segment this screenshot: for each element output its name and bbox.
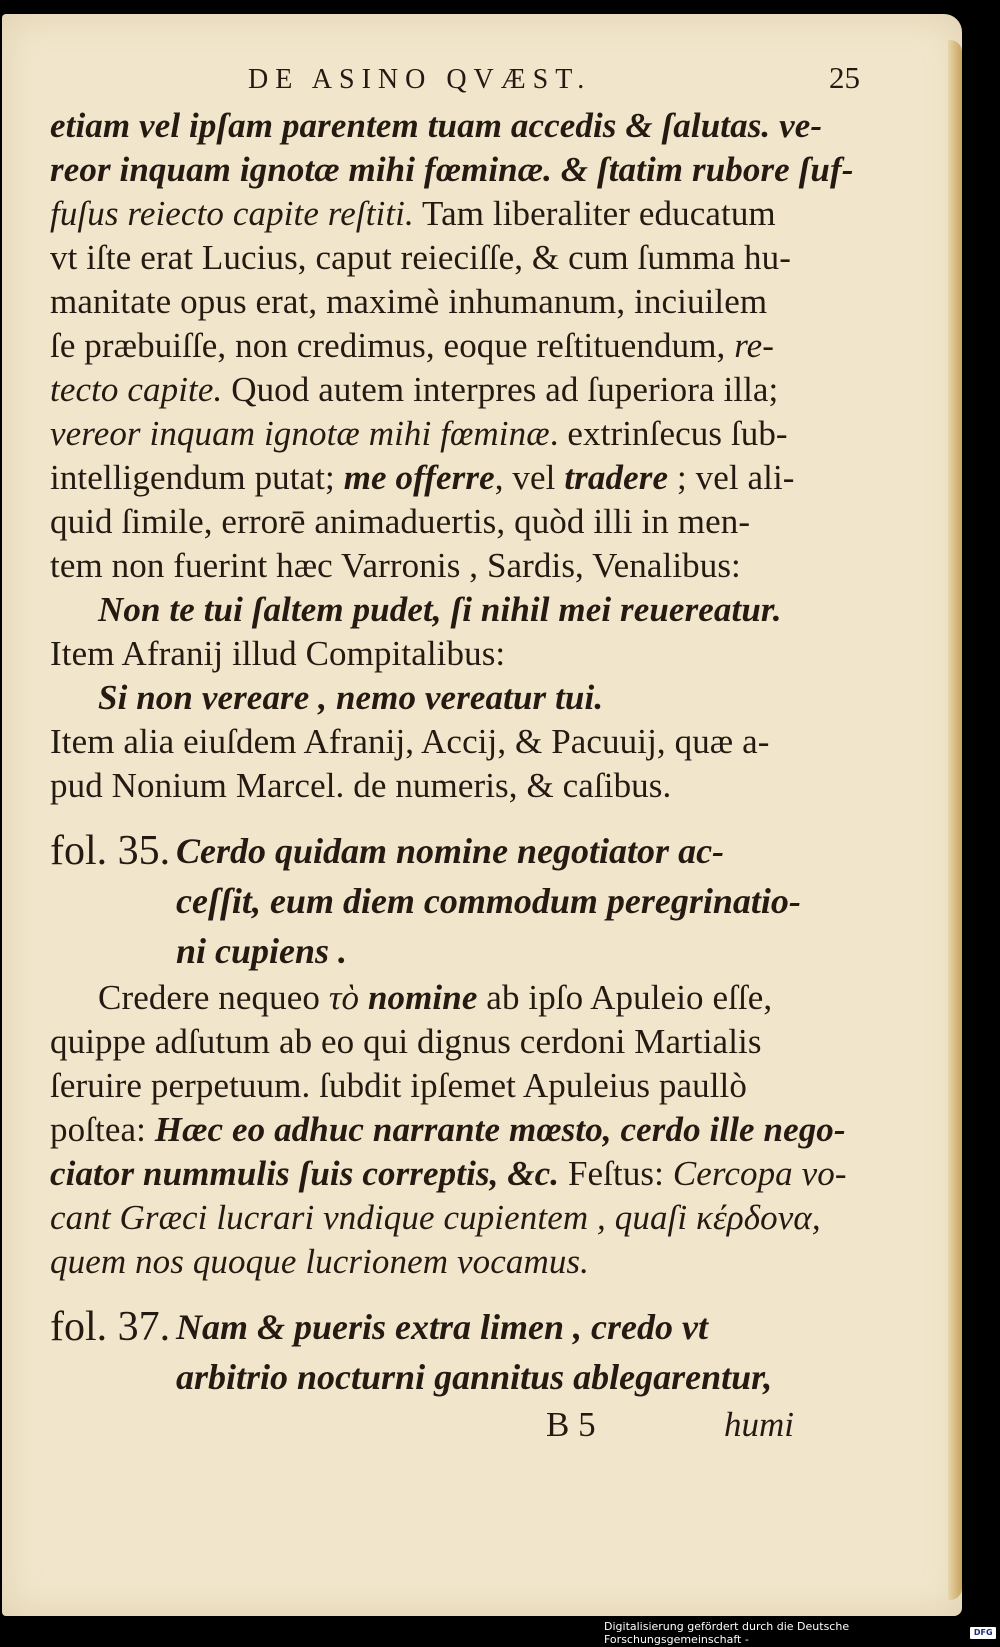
roman-text: ſeruire perpetuum. ſubdit ipſemet Apuleius paullò [50,1066,747,1105]
emphasized-text: tradere [564,458,669,497]
emphasized-text: etiam vel ipſam parentem tuam accedis & ſalutas. ve- [50,106,823,145]
emphasized-text: nomine [367,978,478,1017]
emphasized-text: τὸ [328,978,360,1017]
roman-text: vt iſte erat Lucius, caput reieciſſe, & cum ſumma hu- [50,238,792,277]
emphasized-text: cant Græci lucrari vndique cupientem , quaſi κέρδονα, [50,1198,821,1237]
verse-quote: Si non vereare , nemo vereatur tui. [98,678,604,717]
lemma-line: Nam & pueris extra limen , credo vt [176,1307,708,1347]
text-line [50,1064,860,1108]
roman-text [359,978,368,1017]
roman-text: ; vel ali- [668,458,795,497]
text-line [50,544,860,588]
text-line [50,324,860,368]
roman-text: manitate opus erat, maximè inhumanum, inciuilem [50,282,768,321]
roman-text: intelligendum putat; [50,458,344,497]
footer-credit [604,1620,996,1646]
lemma-line: ni cupiens . [176,931,348,971]
page-edge [948,40,962,1600]
text-line [50,236,860,280]
text-line [50,192,860,236]
text-line [50,148,860,192]
roman-text: quippe adſutum ab eo qui dignus cerdoni Martialis [50,1022,762,1061]
dfg-logo: DFG [970,1627,996,1639]
emphasized-text: ciator nummulis ſuis correptis, &c. [50,1154,560,1193]
roman-text: poſtea: [50,1110,155,1149]
roman-text: , vel [494,458,565,497]
folio-lemma [176,826,801,976]
emphasized-text: re- [734,326,775,365]
emphasized-text: vereor inquam ignotæ mihi fœminæ [50,414,550,453]
text-line [50,412,860,456]
folio-entry-35 [50,826,860,976]
text-line [50,368,860,412]
folio-label: fol. 35. [50,828,171,874]
text-line [50,1196,860,1240]
credit-text: Digitalisierung gefördert durch die Deutsche Forschungsgemeinschaft - [604,1620,850,1646]
page-number: 25 [829,60,860,95]
roman-text: Credere nequeo [98,978,329,1017]
citation-line: Item alia eiuſdem Afranij, Accij, & Pacuuij, quæ a- [50,722,770,761]
text-line [50,1152,860,1196]
folio-label: fol. 37. [50,1304,171,1350]
signature-line [50,1402,860,1448]
lemma-line: Cerdo quidam nomine negotiator ac- [176,831,725,871]
running-header [50,60,860,104]
emphasized-text: fuſus reiecto capite reſtiti. [50,194,414,233]
roman-text: quid ſimile, errorē animaduertis, quòd illi in men- [50,502,751,541]
roman-text: ſe præbuiſſe, non credimus, eoque reſtituendum, [50,326,735,365]
text-line [50,976,860,1020]
text-line [50,280,860,324]
passage-1 [50,104,860,588]
folio-entry-37 [50,1302,860,1402]
spacer [50,808,860,826]
roman-text: Tam liberaliter educatum [413,194,776,233]
roman-text: ab ipſo Apuleio eſſe, [477,978,773,1017]
emphasized-text: reor inquam ignotæ mihi fœminæ. & ſtatim rubore ſuf- [50,150,854,189]
signature-mark: B 5 [546,1405,596,1444]
emphasized-text: Cercopa vo- [672,1154,847,1193]
emphasized-text: tecto capite. [50,370,223,409]
roman-text: tem non fuerint hæc Varronis , Sardis, Venalibus: [50,546,741,585]
roman-text: Quod autem interpres ad ſuperiora illa; [222,370,779,409]
folio-lemma [176,1302,772,1402]
text-line [50,1240,860,1284]
text-line [50,104,860,148]
lemma-line: arbitrio nocturni gannitus ablegarentur, [176,1357,773,1397]
verse-quote: Non te tui ſaltem pudet, ſi nihil mei reuereatur. [98,590,782,629]
passage-2 [50,976,860,1284]
emphasized-text: quem nos quoque lucrionem vocamus. [50,1242,589,1281]
spacer [50,1284,860,1302]
text-line [50,1108,860,1152]
running-title: DE ASINO QVÆST. [248,64,592,95]
text-line [50,456,860,500]
emphasized-text: Hæc eo adhuc narrante mœsto, cerdo ille nego- [154,1110,846,1149]
page-text [50,60,860,1448]
lemma-line: ceſſit, eum diem commodum peregrinatio- [176,881,801,921]
citation-line: Item Afranij illud Compitalibus: [50,634,506,673]
roman-text: Feſtus: [559,1154,673,1193]
citation-line: pud Nonium Marcel. de numeris, & caſibus. [50,766,672,805]
text-line [50,500,860,544]
roman-text: . extrinſecus ſub- [549,414,788,453]
emphasized-text: me offerre [343,458,495,497]
text-line [50,1020,860,1064]
catchword: humi [724,1405,794,1444]
